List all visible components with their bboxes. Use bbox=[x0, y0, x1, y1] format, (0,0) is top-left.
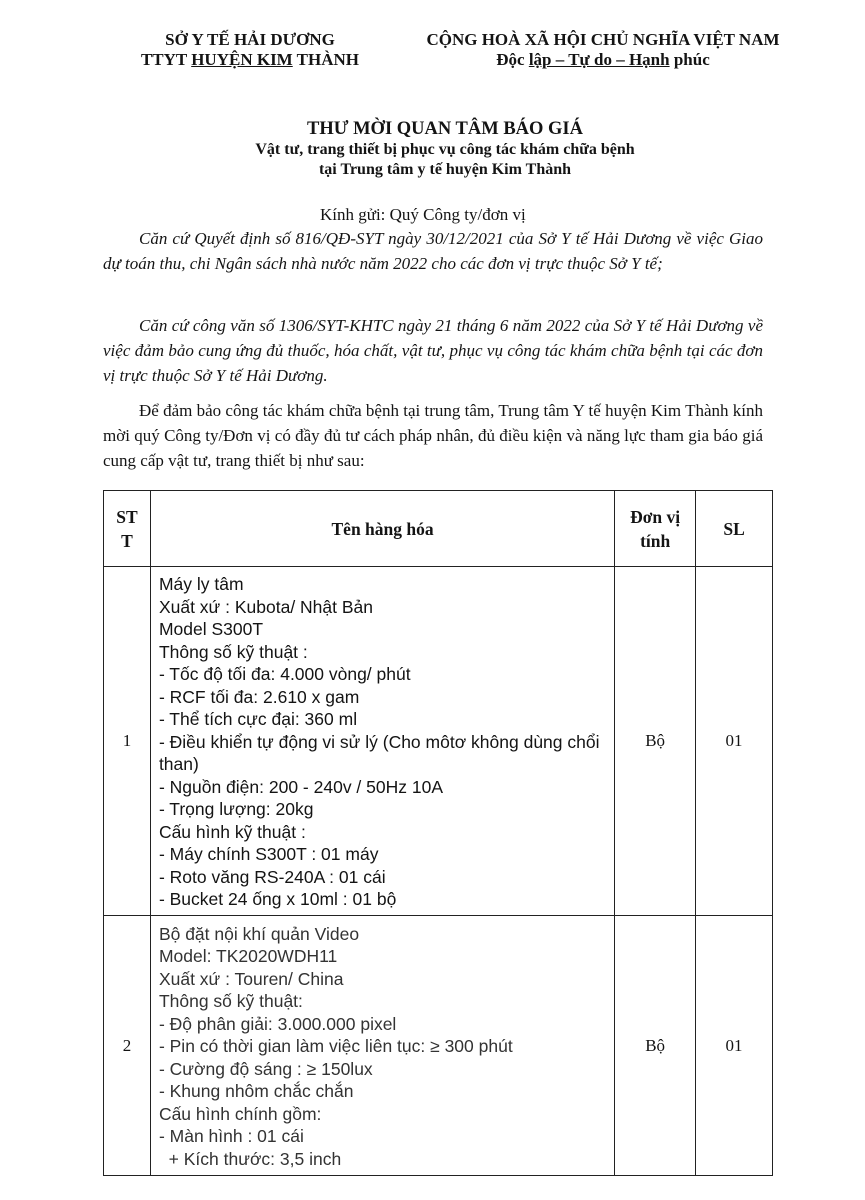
salutation: Kính gửi: Quý Công ty/đơn vị bbox=[320, 205, 526, 224]
description-line: Thông số kỹ thuật : bbox=[158, 641, 308, 662]
description-line: Máy ly tâm bbox=[158, 574, 244, 595]
description-line: - Tốc độ tối đa: 4.000 vòng/ phút bbox=[158, 664, 411, 685]
description-line: + Kích thước: 3,5 inch bbox=[158, 1148, 342, 1169]
row-quantity: 01 bbox=[696, 567, 773, 916]
description-line: Model: TK2020WDH11 bbox=[158, 946, 338, 967]
document-title-block bbox=[150, 118, 740, 180]
description-line: Model S300T bbox=[158, 619, 264, 640]
national-motto: Độc lập – Tự do – Hạnh phúc bbox=[496, 50, 710, 69]
row-unit: Bộ bbox=[615, 567, 696, 916]
description-line: - Roto văng RS-240A : 01 cái bbox=[158, 866, 386, 887]
description-line: - Thể tích cực đại: 360 ml bbox=[158, 709, 358, 730]
row-quantity: 01 bbox=[696, 916, 773, 1176]
header-quantity: SL bbox=[696, 491, 773, 567]
paragraph-legal-basis-2: Căn cứ công văn số 1306/SYT-KHTC ngày 21 tháng 6 năm 2022 của Sở Y tế Hải Dương về việc đảm bảo cung ứng đủ thuốc, hóa chất, vật tư, phục vụ công tác khám chữa bệnh tại các đơn vị trực thuộc Sở Y tế Hải Dương. bbox=[103, 316, 763, 385]
description-line: - Nguồn điện: 200 - 240v / 50Hz 10A bbox=[158, 776, 444, 797]
description-line: - Máy chính S300T : 01 máy bbox=[158, 844, 379, 865]
goods-table bbox=[103, 490, 773, 1176]
row-description bbox=[150, 916, 614, 1176]
description-line: - Bucket 24 ống x 10ml : 01 bộ bbox=[158, 889, 397, 910]
row-stt: 2 bbox=[104, 916, 151, 1176]
issuer-department: SỞ Y TẾ HẢI DƯƠNG bbox=[165, 30, 335, 49]
description-line: Cấu hình chính gồm: bbox=[158, 1103, 322, 1124]
header-unit: Đơn vị tính bbox=[615, 491, 696, 567]
issuer-block bbox=[110, 30, 390, 70]
description-line: Xuất xứ : Touren/ China bbox=[158, 968, 344, 989]
description-line: - Độ phân giải: 3.000.000 pixel bbox=[158, 1013, 397, 1034]
document-subtitle-2: tại Trung tâm y tế huyện Kim Thành bbox=[318, 161, 572, 178]
description-line: - Điều khiển tự động vi sử lý (Cho môtơ không dùng chổi than) bbox=[158, 731, 605, 775]
row-description bbox=[150, 567, 614, 916]
country-name: CỘNG HOÀ XÃ HỘI CHỦ NGHĨA VIỆT NAM bbox=[426, 30, 780, 49]
description-line: Thông số kỹ thuật: bbox=[158, 991, 303, 1012]
table-row bbox=[104, 916, 773, 1176]
header-stt: ST T bbox=[104, 491, 151, 567]
description-line: - Khung nhôm chắc chắn bbox=[158, 1081, 354, 1102]
paragraph-legal-basis-1: Căn cứ Quyết định số 816/QĐ-SYT ngày 30/12/2021 của Sở Y tế Hải Dương về việc Giao dự toán thu, chi Ngân sách nhà nước năm 2022 cho các đơn vị trực thuộc Sở Y tế; bbox=[103, 229, 763, 273]
description-line: Cấu hình kỹ thuật : bbox=[158, 821, 306, 842]
description-line: Bộ đặt nội khí quản Video bbox=[158, 923, 360, 944]
table-row bbox=[104, 567, 773, 916]
description-line: - RCF tối đa: 2.610 x gam bbox=[158, 686, 360, 707]
header-item-name: Tên hàng hóa bbox=[150, 491, 614, 567]
description-line: - Cường độ sáng : ≥ 150lux bbox=[158, 1058, 373, 1079]
description-line: Xuất xứ : Kubota/ Nhật Bản bbox=[158, 596, 374, 617]
description-line: - Trọng lượng: 20kg bbox=[158, 799, 314, 820]
paragraph-invitation: Để đảm bảo công tác khám chữa bệnh tại trung tâm, Trung tâm Y tế huyện Kim Thành kính mời quý Công ty/Đơn vị có đầy đủ tư cách pháp nhân, đủ điều kiện và năng lực tham gia báo giá cung cấp vật tư, trang thiết bị như sau: bbox=[103, 401, 763, 470]
document-title: THƯ MỜI QUAN TÂM BÁO GIÁ bbox=[307, 119, 583, 139]
issuer-unit: TTYT HUYỆN KIM THÀNH bbox=[140, 50, 360, 69]
row-unit: Bộ bbox=[615, 916, 696, 1176]
table-header-row bbox=[104, 491, 773, 567]
description-line: - Màn hình : 01 cái bbox=[158, 1126, 304, 1147]
description-line: - Pin có thời gian làm việc liên tục: ≥ 300 phút bbox=[158, 1036, 513, 1057]
row-stt: 1 bbox=[104, 567, 151, 916]
document-subtitle-1: Vật tư, trang thiết bị phục vụ công tác khám chữa bệnh bbox=[255, 141, 635, 158]
national-motto-block bbox=[408, 30, 798, 70]
